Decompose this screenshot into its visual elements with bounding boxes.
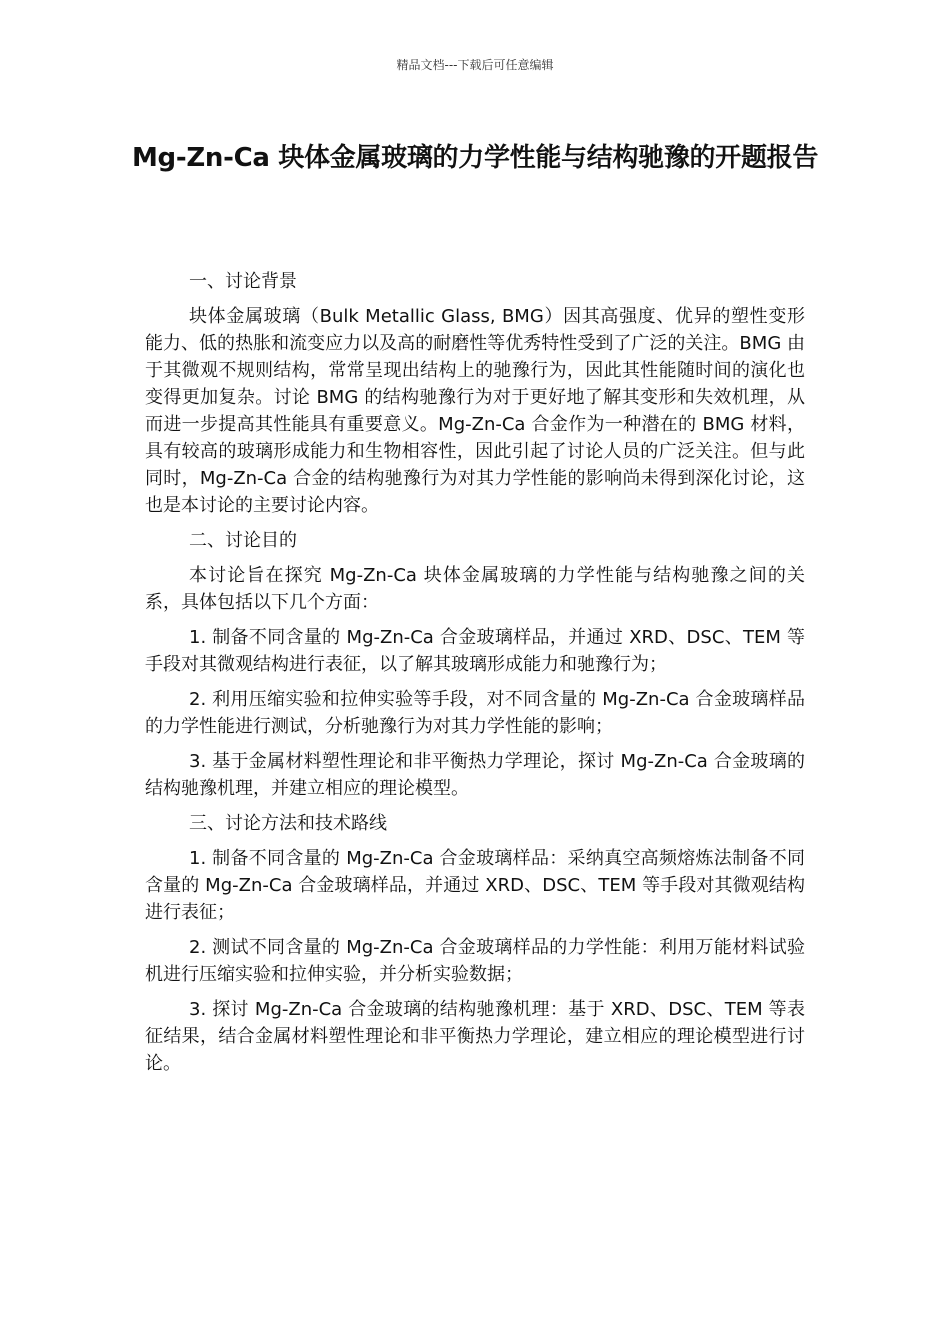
list-item-methods-2: 2. 测试不同含量的 Mg-Zn-Ca 合金玻璃样品的力学性能：利用万能材料试验机进行压缩实验和拉伸实验，并分析实验数据； <box>145 937 805 985</box>
paragraph-background: 块体金属玻璃（Bulk Metallic Glass, BMG）因其高强度、优异的塑性变形能力、低的热胀和流变应力以及高的耐磨性等优秀特性受到了广泛的关注。BMG 由于其微观不规则结构，常常呈现出结构上的驰豫行为，因此其性能随时间的演化也变得更加复杂。讨论 BMG 的结构驰豫行为对于更好地了解其变形和失效机理，从而进一步提高其性能具有重要意义。Mg-Zn-Ca 合金作为一种潜在的 BMG 材料，具有较高的玻璃形成能力和生物相容性，因此引起了讨论人员的广泛关注。但与此同时，Mg-Zn-Ca 合金的结构驰豫行为对其力学性能的影响尚未得到深化讨论，这也是本讨论的主要讨论内容。 <box>145 306 805 516</box>
list-item-methods-1: 1. 制备不同含量的 Mg-Zn-Ca 合金玻璃样品：采纳真空高频熔炼法制备不同含量的 Mg-Zn-Ca 合金玻璃样品，并通过 XRD、DSC、TEM 等手段对其微观结构进行表征； <box>145 848 805 923</box>
list-item-purpose-2: 2. 利用压缩实验和拉伸实验等手段，对不同含量的 Mg-Zn-Ca 合金玻璃样品的力学性能进行测试，分析驰豫行为对其力学性能的影响； <box>145 689 805 737</box>
document-body <box>145 268 805 1085</box>
paragraph-purpose-intro: 本讨论旨在探究 Mg-Zn-Ca 块体金属玻璃的力学性能与结构驰豫之间的关系，具体包括以下几个方面： <box>145 565 805 613</box>
section-heading-purpose: 二、讨论目的 <box>189 530 297 551</box>
list-item-purpose-1: 1. 制备不同含量的 Mg-Zn-Ca 合金玻璃样品，并通过 XRD、DSC、TEM 等手段对其微观结构进行表征，以了解其玻璃形成能力和驰豫行为； <box>145 627 805 675</box>
list-item-purpose-3: 3. 基于金属材料塑性理论和非平衡热力学理论，探讨 Mg-Zn-Ca 合金玻璃的结构驰豫机理，并建立相应的理论模型。 <box>145 751 805 799</box>
document-title: Mg-Zn-Ca 块体金属玻璃的力学性能与结构驰豫的开题报告 <box>131 143 819 173</box>
header-note: 精品文档---下载后可任意编辑 <box>396 58 554 72</box>
list-item-methods-3: 3. 探讨 Mg-Zn-Ca 合金玻璃的结构驰豫机理：基于 XRD、DSC、TEM 等表征结果，结合金属材料塑性理论和非平衡热力学理论，建立相应的理论模型进行讨论。 <box>145 999 805 1074</box>
section-heading-methods: 三、讨论方法和技术路线 <box>189 813 387 834</box>
section-heading-background: 一、讨论背景 <box>189 271 297 292</box>
